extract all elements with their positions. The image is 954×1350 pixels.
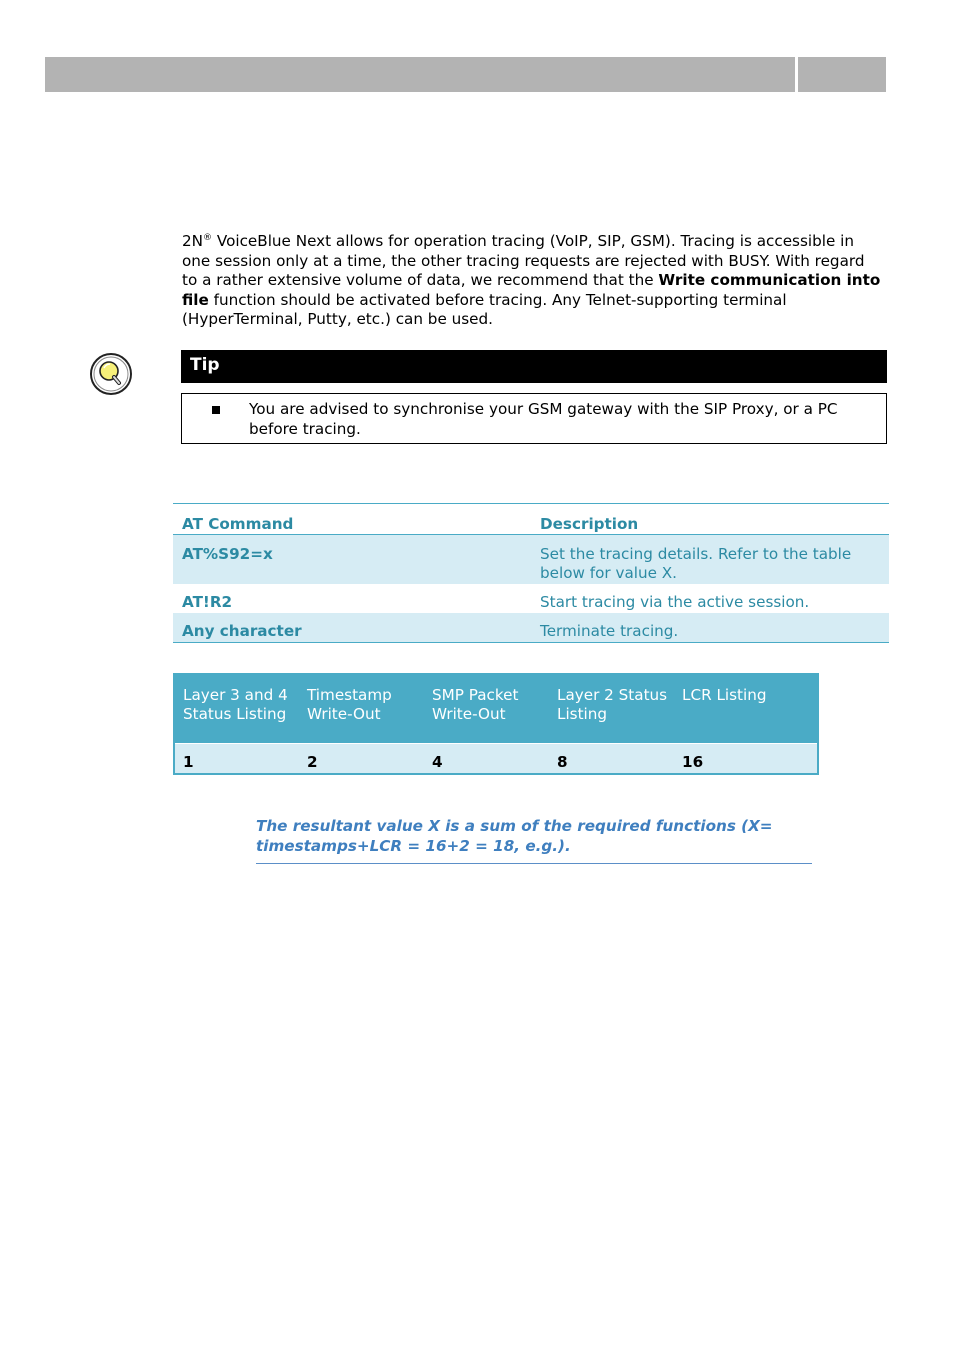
- description-cell: Terminate tracing.: [531, 613, 889, 643]
- brand-name: 2N: [182, 232, 204, 250]
- intro-paragraph: [182, 232, 882, 330]
- table-row: [173, 584, 889, 613]
- intro-text-1: VoiceBlue Next allows for operation tracing (VoIP, SIP, GSM). Tracing is accessible in one session only at a time, the other tracing requests are rejected with BUSY. With regard to a rather extensive volume of data, we recommend that the: [182, 232, 865, 289]
- command-cell: AT%S92=x: [173, 535, 531, 584]
- value-row: [174, 743, 818, 774]
- value-header-smp: SMP Packet Write-Out: [424, 674, 549, 743]
- column-header-command: AT Command: [173, 504, 531, 535]
- command-cell: Any character: [173, 613, 531, 643]
- column-header-description: Description: [531, 504, 889, 535]
- tip-text: You are advised to synchronise your GSM gateway with the SIP Proxy, or a PC before tracing.: [249, 400, 838, 438]
- value-header-timestamp: Timestamp Write-Out: [299, 674, 424, 743]
- table-header-row: [173, 504, 889, 535]
- bullet-square-icon: [212, 406, 220, 414]
- command-cell: AT!R2: [182, 592, 233, 611]
- value-header-lcr: LCR Listing: [674, 674, 818, 743]
- value-cell: 4: [424, 743, 549, 774]
- page-header-bar: [45, 57, 795, 92]
- description-cell: Start tracing via the active session.: [540, 592, 810, 611]
- tracing-value-table: [173, 673, 819, 775]
- note-text: The resultant value X is a sum of the required functions (X= timestamps+LCR = 16+2 = 18, e.g.).: [256, 817, 812, 864]
- table-row: [173, 535, 889, 584]
- table-row: [173, 613, 889, 643]
- registered-mark: ®: [203, 233, 213, 243]
- lightbulb-icon: [88, 351, 134, 397]
- value-header-layer34: Layer 3 and 4 Status Listing: [174, 674, 299, 743]
- value-cell: 1: [174, 743, 299, 774]
- intro-bold-function: Write communication into file: [182, 271, 881, 309]
- tip-box: [181, 393, 887, 444]
- value-header-layer2: Layer 2 Status Listing: [549, 674, 674, 743]
- value-header-row: [174, 674, 818, 743]
- description-cell: Set the tracing details. Refer to the table below for value X.: [531, 535, 889, 584]
- page-header-number-box: [798, 57, 886, 92]
- value-cell: 8: [549, 743, 674, 774]
- at-command-table: [173, 503, 889, 643]
- value-cell: 2: [299, 743, 424, 774]
- tip-heading: Tip: [181, 350, 887, 383]
- intro-text-2: function should be activated before tracing. Any Telnet-supporting terminal (HyperTerminal, Putty, etc.) can be used.: [182, 290, 787, 328]
- value-cell: 16: [674, 743, 818, 774]
